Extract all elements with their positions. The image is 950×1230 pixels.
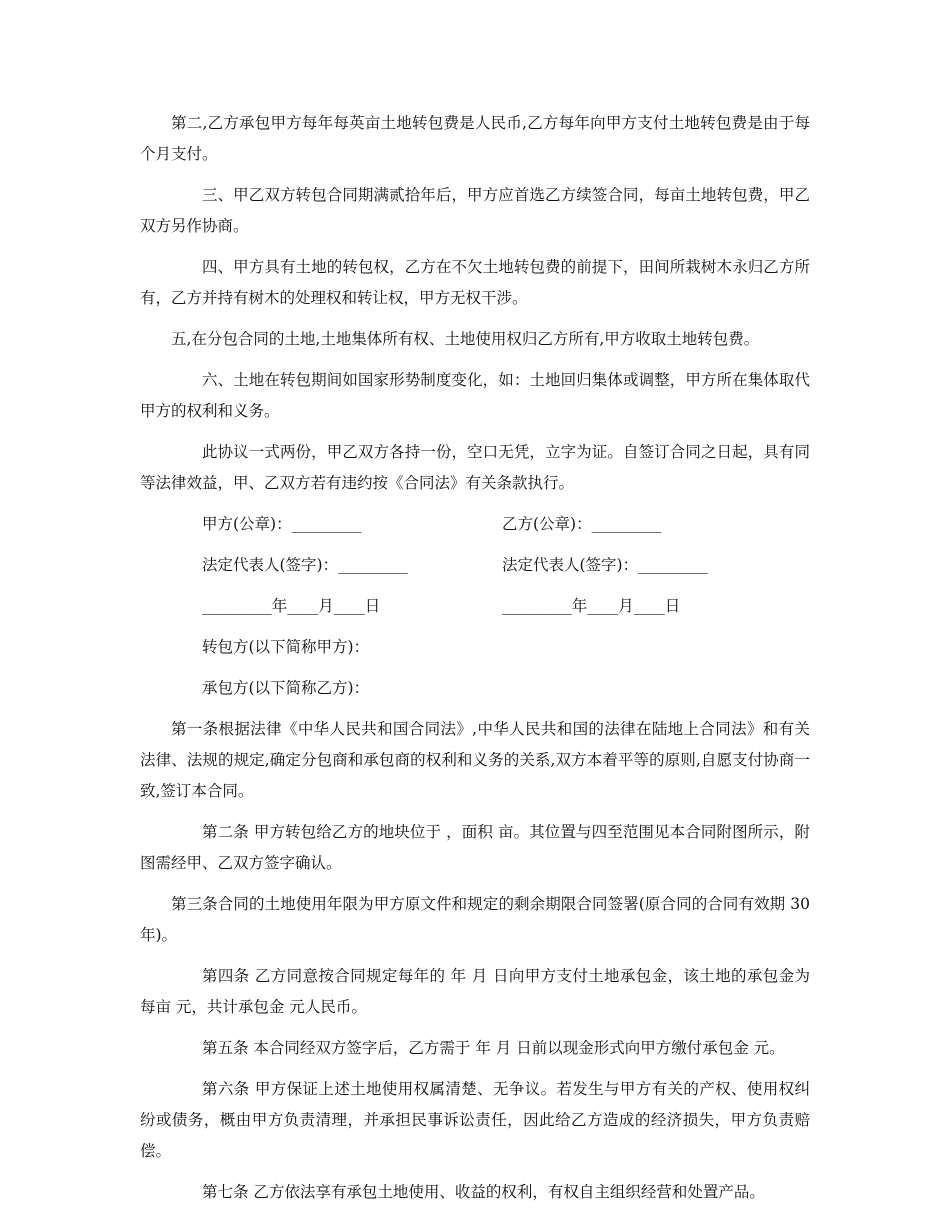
- agreement-copies-paragraph: 此协议一式两份，甲乙双方各持一份，空口无凭，立字为证。自签订合同之日起，具有同等法律效益，甲、乙双方若有违约按《合同法》有关条款执行。: [140, 443, 810, 492]
- clause-3-paragraph: 三、甲乙双方转包合同期满贰拾年后，甲方应首选乙方续签合同，每亩土地转包费，甲乙双方另作协商。: [140, 186, 810, 235]
- clause-2-paragraph: 第二,乙方承包甲方每年每英亩土地转包费是人民币,乙方每年向甲方支付土地转包费是由于每个月支付。: [140, 114, 810, 163]
- article-7-paragraph: 第七条 乙方依法享有承包土地使用、收益的权利，有权自主组织经营和处置产品。: [202, 1183, 765, 1201]
- party-b-representative-field: 法定代表人(签字)：_________: [502, 556, 708, 574]
- article-6-paragraph: 第六条 甲方保证上述土地使用权属清楚、无争议。若发生与甲方有关的产权、使用权纠纷或债务，概由甲方负责清理，并承担民事诉讼责任，因此给乙方造成的经济损失，甲方负责赔偿。: [140, 1080, 810, 1160]
- article-2-paragraph: 第二条 甲方转包给乙方的地块位于 ，面积 亩。其位置与四至范围见本合同附图所示，附图需经甲、乙双方签字确认。: [140, 823, 810, 872]
- party-b-seal-field: 乙方(公章)：_________: [502, 515, 662, 533]
- signature-date-row: [140, 591, 810, 622]
- party-a-representative-field: 法定代表人(签字)：_________: [202, 556, 408, 574]
- article-4-paragraph: 第四条 乙方同意按合同规定每年的 年 月 日向甲方支付土地承包金，该土地的承包金为每亩 元，共计承包金 元人民币。: [140, 967, 810, 1016]
- signature-seal-row: [140, 509, 810, 540]
- clause-4-paragraph: 四、甲方具有土地的转包权，乙方在不欠土地转包费的前提下，田间所栽树木永归乙方所有，乙方并持有树木的处理权和转让权，甲方无权干涉。: [140, 258, 810, 307]
- party-b-date-field: _________年____月____日: [502, 597, 681, 615]
- party-a-date-field: _________年____月____日: [202, 597, 381, 615]
- article-1-paragraph: 第一条根据法律《中华人民共和国合同法》,中华人民共和国的法律在陆地上合同法》和有关法律、法规的规定,确定分包商和承包商的权利和义务的关系,双方本着平等的原则,自愿支付协商一致,签订本合同。: [140, 720, 810, 800]
- signature-rep-row: [140, 550, 810, 581]
- clause-5-paragraph: 五,在分包合同的土地,土地集体所有权、土地使用权归乙方所有,甲方收取土地转包费。: [171, 330, 760, 348]
- article-3-paragraph: 第三条合同的土地使用年限为甲方原文件和规定的剩余期限合同签署(原合同的合同有效期 30 年)。: [140, 895, 810, 944]
- clause-6-paragraph: 六、土地在转包期间如国家形势制度变化，如：土地回归集体或调整，甲方所在集体取代甲方的权利和义务。: [140, 371, 810, 420]
- document-body: [140, 108, 810, 1218]
- transferor-line: 转包方(以下简称甲方)：: [202, 638, 370, 656]
- article-5-paragraph: 第五条 本合同经双方签字后，乙方需于 年 月 日前以现金形式向甲方缴付承包金 元。: [202, 1039, 785, 1057]
- contractor-line: 承包方(以下简称乙方)：: [202, 679, 370, 697]
- party-a-seal-field: 甲方(公章)：_________: [202, 515, 362, 533]
